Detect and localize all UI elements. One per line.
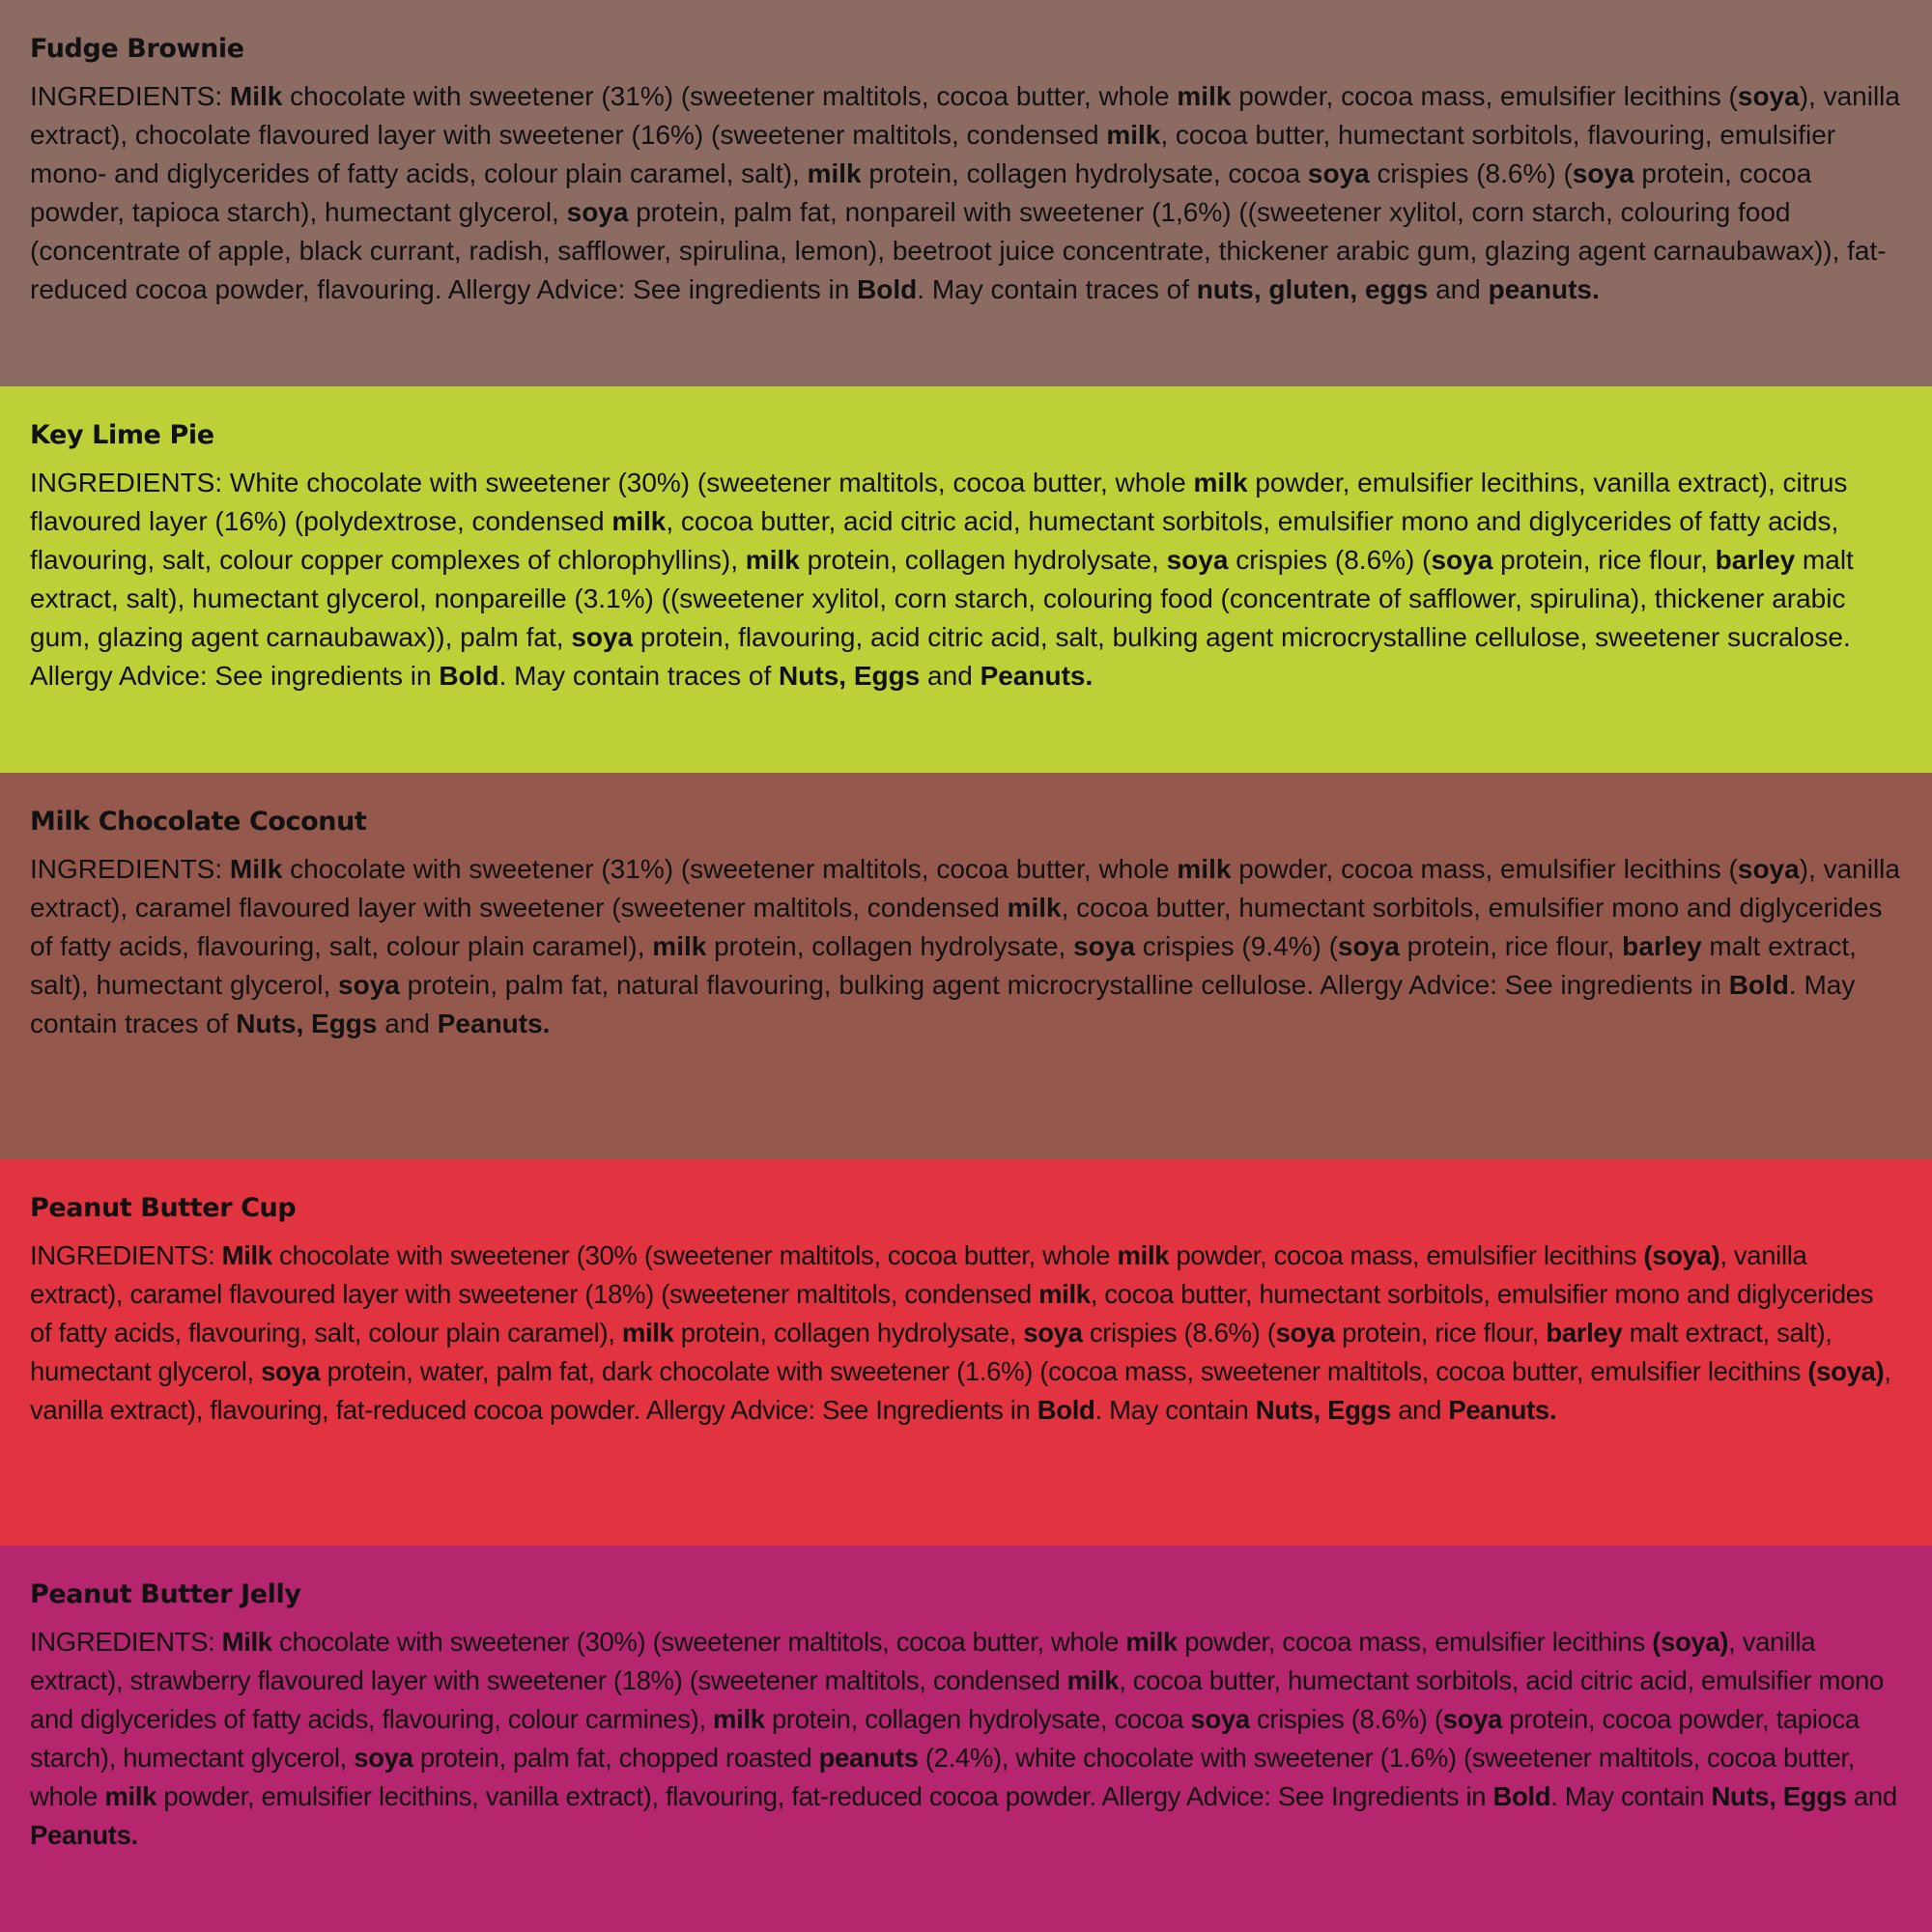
ingredient-text: . May contain traces of (30, 970, 1856, 1038)
ingredient-text: . May contain (1550, 1781, 1712, 1811)
allergen-text: milk (621, 1318, 674, 1348)
ingredient-text: crispies (8.6%) ( (1369, 158, 1573, 188)
ingredient-text: and (377, 1009, 438, 1038)
ingredient-text: , cocoa butter, humectant sorbitols, flavouring, emulsifier mono- and diglycerides of fatty acids, colour plain caramel, salt), (30, 120, 1836, 188)
allergen-text: Milk (221, 1240, 272, 1270)
allergen-text: milk (1193, 468, 1248, 497)
product-panel-milk-chocolate-coconut (0, 773, 1932, 1159)
allergen-text: barley (1715, 545, 1796, 575)
allergen-text: Nuts, Eggs (1255, 1395, 1391, 1425)
ingredient-text: INGREDIENTS: (30, 1240, 222, 1270)
ingredient-text: powder, emulsifier lecithins, vanilla extract), flavouring, fat-reduced cocoa powder. Allergy Advice: See Ingredients in (156, 1781, 1493, 1811)
allergen-text: soya (261, 1356, 321, 1386)
ingredient-text: protein, palm fat, nonpareil with sweetener (1,6%) ((sweetener xylitol, corn starch, colouring food (concentrate of apple, black currant, radish, safflower, spirulina, lemon), beetroot juice concentrate, thickener arabic gum, glazing agent carnaubawax)), fat-reduced cocoa powder, flavouring. Allergy Advice: See ingredients in (30, 197, 1887, 304)
ingredient-text: protein, collagen hydrolysate, (799, 545, 1167, 575)
allergen-text: soya (566, 197, 629, 227)
product-title: Fudge Brownie (30, 34, 244, 64)
ingredients-text (30, 464, 1901, 696)
allergen-text: soya (1190, 1704, 1250, 1734)
ingredient-text: , cocoa butter, humectant sorbitols, acid citric acid, emulsifier mono and diglycerides of fatty acids, flavouring, colour carmines), (30, 1665, 1884, 1734)
allergen-text: Peanuts. (980, 661, 1094, 691)
allergen-text: milk (1117, 1240, 1170, 1270)
ingredient-text: protein, collagen hydrolysate, cocoa (861, 158, 1308, 188)
ingredient-text: . May contain (1094, 1395, 1256, 1425)
allergen-text: soya (1275, 1318, 1335, 1348)
ingredient-text: protein, collagen hydrolysate, (706, 931, 1074, 961)
allergen-text: milk (611, 506, 667, 536)
allergen-text: milk (652, 931, 707, 961)
ingredient-text: powder, cocoa mass, emulsifier lecithins (1169, 1240, 1644, 1270)
ingredient-text: INGREDIENTS: (30, 854, 230, 884)
allergen-text: soya (354, 1743, 413, 1773)
allergen-text: soya (1442, 1704, 1502, 1734)
ingredient-text: powder, cocoa mass, emulsifier lecithins ( (1231, 854, 1738, 884)
allergen-text: soya (1737, 81, 1800, 111)
allergen-text: milk (1066, 1665, 1120, 1695)
ingredient-text: and (920, 661, 980, 691)
allergen-text: soya (1023, 1318, 1083, 1348)
ingredient-text: protein, collagen hydrolysate, cocoa (764, 1704, 1191, 1734)
allergen-text: Bold (1728, 970, 1789, 1000)
ingredient-text: , cocoa butter, humectant sorbitols, emulsifier mono and diglycerides of fatty acids, flavouring, salt, colour plain caramel), (30, 1279, 1874, 1348)
allergen-text: soya (1737, 854, 1800, 884)
ingredient-text: crispies (8.6%) ( (1228, 545, 1432, 575)
ingredient-text: protein, palm fat, natural flavouring, bulking agent microcrystalline cellulose. Allergy Advice: See ingredients in (399, 970, 1729, 1000)
ingredient-text: , vanilla extract), strawberry flavoured layer with sweetener (18%) (sweetener maltitols, condensed (30, 1627, 1816, 1695)
allergen-text: soya (338, 970, 400, 1000)
ingredient-text: . May contain traces of (498, 661, 780, 691)
ingredient-text: (2.4%), white chocolate with sweetener (1.6%) (sweetener maltitols, cocoa butter, whole (30, 1743, 1855, 1811)
ingredients-text (30, 1623, 1901, 1855)
product-panel-key-lime-pie (0, 386, 1932, 773)
allergen-text: milk (1106, 120, 1161, 150)
allergen-text: Milk (229, 854, 283, 884)
allergen-text: (soya) (1643, 1240, 1720, 1270)
ingredient-text: ), vanilla extract), caramel flavoured layer with sweetener (sweetener maltitols, condensed (30, 854, 1900, 923)
ingredients-text (30, 850, 1901, 1043)
ingredient-text: protein, rice flour, (1399, 931, 1623, 961)
ingredient-text: crispies (9.4%) ( (1134, 931, 1338, 961)
allergen-text: soya (1307, 158, 1370, 188)
allergen-text: milk (713, 1704, 765, 1734)
ingredient-text: protein, rice flour, (1334, 1318, 1547, 1348)
product-title: Milk Chocolate Coconut (30, 807, 367, 837)
allergen-text: Bold (1037, 1395, 1095, 1425)
ingredient-text: protein, rice flour, (1492, 545, 1716, 575)
product-panel-peanut-butter-cup (0, 1159, 1932, 1546)
allergen-text: barley (1622, 931, 1702, 961)
allergen-text: milk (745, 545, 800, 575)
ingredient-text: chocolate with sweetener (30% (sweetener maltitols, cocoa butter, whole (271, 1240, 1118, 1270)
allergen-text: soya (571, 622, 634, 652)
product-title: Peanut Butter Cup (30, 1193, 297, 1223)
allergen-text: (soya) (1807, 1356, 1885, 1386)
allergen-text: milk (1038, 1279, 1091, 1309)
allergen-text: milk (104, 1781, 157, 1811)
allergen-text: Nuts, Eggs (779, 661, 921, 691)
allergen-text: soya (1572, 158, 1634, 188)
ingredient-text: protein, palm fat, chopped roasted (412, 1743, 819, 1773)
ingredient-text: . May contain traces of (917, 274, 1197, 304)
ingredient-text: , vanilla extract), flavouring, fat-reduced cocoa powder. Allergy Advice: See Ingredients in (30, 1356, 1891, 1425)
ingredient-text: powder, cocoa mass, emulsifier lecithins ( (1231, 81, 1738, 111)
allergen-text: Bold (1492, 1781, 1551, 1811)
allergen-text: barley (1546, 1318, 1623, 1348)
product-panel-peanut-butter-jelly (0, 1546, 1932, 1932)
product-title: Peanut Butter Jelly (30, 1579, 301, 1609)
ingredients-text (30, 1236, 1901, 1430)
product-panel-fudge-brownie (0, 0, 1932, 386)
ingredient-text: protein, flavouring, acid citric acid, salt, bulking agent microcrystalline cellulose, sweetener sucralose. Allergy Advice: See ingredients in (30, 622, 1851, 691)
allergen-text: soya (1337, 931, 1400, 961)
allergen-text: milk (1125, 1627, 1178, 1657)
ingredient-text: , cocoa butter, humectant sorbitols, emulsifier mono and diglycerides of fatty acids, flavouring, salt, colour plain caramel), (30, 893, 1883, 961)
allergen-text: (soya) (1652, 1627, 1729, 1657)
ingredient-text: and (1390, 1395, 1449, 1425)
allergen-text: Peanuts. (437, 1009, 551, 1038)
allergen-text: peanuts. (1488, 274, 1600, 304)
ingredient-text: and (1846, 1781, 1897, 1811)
ingredient-text: crispies (8.6%) ( (1249, 1704, 1443, 1734)
allergen-text: Bold (857, 274, 918, 304)
allergen-text: Milk (221, 1627, 272, 1657)
ingredient-text: INGREDIENTS: (30, 1627, 222, 1657)
ingredient-text: ), vanilla extract), chocolate flavoured layer with sweetener (16%) (sweetener maltitols, condensed (30, 81, 1900, 150)
allergen-text: soya (1431, 545, 1493, 575)
allergen-text: milk (1177, 81, 1232, 111)
ingredient-text: protein, water, palm fat, dark chocolate with sweetener (1.6%) (cocoa mass, sweetener maltitols, cocoa butter, emulsifier lecithins (320, 1356, 1808, 1386)
ingredient-text: chocolate with sweetener (31%) (sweetener maltitols, cocoa butter, whole (282, 854, 1178, 884)
ingredient-text: powder, cocoa mass, emulsifier lecithins (1177, 1627, 1653, 1657)
product-title: Key Lime Pie (30, 420, 214, 450)
ingredient-text: protein, cocoa powder, tapioca starch), humectant glycerol, (30, 1704, 1860, 1773)
ingredient-text: powder, emulsifier lecithins, vanilla extract), citrus flavoured layer (16%) (polydextrose, condensed (30, 468, 1848, 536)
ingredient-text: , vanilla extract), caramel flavoured layer with sweetener (18%) (sweetener maltitols, condensed (30, 1240, 1807, 1309)
ingredient-text: protein, cocoa powder, tapioca starch), humectant glycerol, (30, 158, 1812, 227)
allergen-text: Milk (229, 81, 283, 111)
ingredient-text: , cocoa butter, acid citric acid, humectant sorbitols, emulsifier mono and diglycerides of fatty acids, flavouring, salt, colour copper complexes of chlorophyllins), (30, 506, 1839, 575)
allergen-text: milk (1177, 854, 1232, 884)
allergen-text: milk (807, 158, 862, 188)
ingredient-text: malt extract, salt), humectant glycerol, (30, 931, 1857, 1000)
ingredient-text: chocolate with sweetener (31%) (sweetener maltitols, cocoa butter, whole (282, 81, 1178, 111)
ingredient-text: crispies (8.6%) ( (1082, 1318, 1276, 1348)
allergen-text: Bold (439, 661, 499, 691)
allergen-text: soya (1166, 545, 1229, 575)
ingredient-text: INGREDIENTS: White chocolate with sweetener (30%) (sweetener maltitols, cocoa butter, whole (30, 468, 1194, 497)
ingredient-text: protein, collagen hydrolysate, (673, 1318, 1024, 1348)
allergen-text: Nuts, Eggs (236, 1009, 378, 1038)
ingredients-text (30, 77, 1901, 309)
allergen-text: soya (1073, 931, 1135, 961)
allergen-text: Peanuts. (30, 1820, 138, 1850)
allergen-text: peanuts (818, 1743, 919, 1773)
allergen-text: Nuts, Eggs (1711, 1781, 1847, 1811)
ingredient-text: chocolate with sweetener (30%) (sweetener maltitols, cocoa butter, whole (271, 1627, 1126, 1657)
ingredient-text: malt extract, salt), humectant glycerol, (30, 1318, 1833, 1386)
ingredient-text: and (1428, 274, 1489, 304)
allergen-text: Peanuts. (1448, 1395, 1557, 1425)
allergen-text: nuts, gluten, eggs (1196, 274, 1429, 304)
ingredient-text: malt extract, salt), humectant glycerol, nonpareille (3.1%) ((sweetener xylitol, corn starch, colouring food (concentrate of safflower, spirulina), thickener arabic gum, glazing agent carnaubawax)), palm fat, (30, 545, 1854, 652)
ingredient-text: INGREDIENTS: (30, 81, 230, 111)
allergen-text: milk (1007, 893, 1062, 923)
